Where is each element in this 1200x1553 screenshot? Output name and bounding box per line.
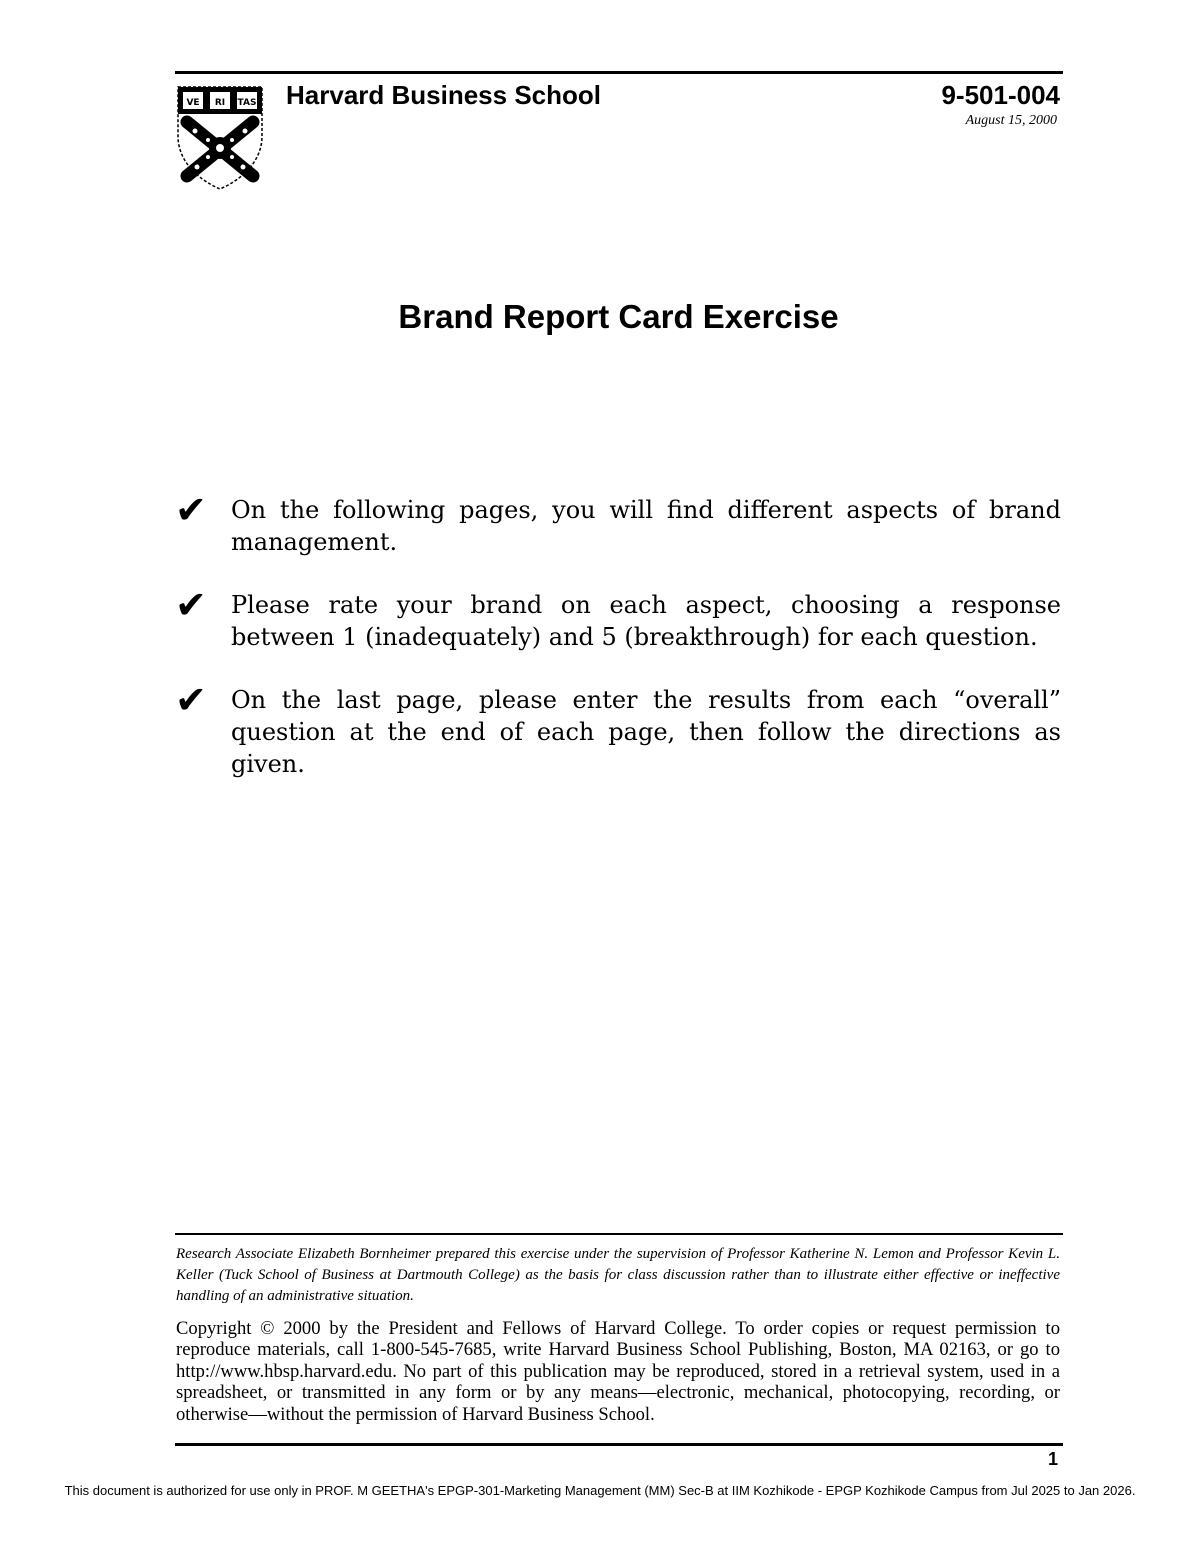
page-title: Brand Report Card Exercise [398, 298, 839, 335]
checkmark-icon: ✔ [175, 583, 207, 627]
authorization-notice: This document is authorized for use only in PROF. M GEETHA's EPGP-301-Marketing Management (MM) Sec-B at IIM Kozhikode - EPGP Kozhikode Campus from Jul 2025 to Jan 2026. [64, 1483, 1136, 1498]
instruction-item [175, 488, 1061, 558]
footer-rule-top [175, 1233, 1063, 1235]
svg-text:TAS: TAS [237, 98, 257, 108]
instruction-text: On the last page, please enter the results from each “overall” question at the end of each page, then follow the directions as given. [231, 686, 1061, 778]
document-date: August 15, 2000 [965, 113, 1057, 128]
instruction-item [175, 583, 1061, 653]
instruction-text: Please rate your brand on each aspect, choosing a response between 1 (inadequately) and 5 (breakthrough) for each question. [231, 591, 1061, 651]
harvard-shield-icon [175, 84, 265, 192]
copyright-notice: Copyright © 2000 by the President and Fellows of Harvard College. To order copies or request permission to reproduce materials, call 1-800-545-7685, write Harvard Business School Publishing, Boston, MA 02163, or go to http://www.hbsp.harvard.edu. No part of this publication may be reproduced, stored in a retrieval system, used in a spreadsheet, or transmitted in any form or by any means—electronic, mechanical, photocopying, recording, or otherwise—without the permission of Harvard Business School. [176, 1318, 1060, 1425]
instruction-text: On the following pages, you will find different aspects of brand management. [231, 496, 1061, 556]
checkmark-icon: ✔ [175, 678, 207, 722]
page-number: 1 [1047, 1449, 1058, 1469]
checkmark-icon: ✔ [175, 488, 207, 532]
footer-rule-bottom [175, 1443, 1063, 1446]
svg-text:RI: RI [214, 98, 226, 108]
header-rule [175, 71, 1063, 74]
svg-text:VE: VE [186, 98, 200, 108]
document-number: 9-501-004 [941, 80, 1060, 110]
school-name: Harvard Business School [286, 80, 601, 110]
authorship-note: Research Associate Elizabeth Bornheimer prepared this exercise under the supervision of Professor Katherine N. Lemon and Professor Kevin L. Keller (Tuck School of Business at Dartmouth College) as the basis for class discussion rather than to illustrate either effective or ineffective handling of an administrative situation. [176, 1246, 1060, 1304]
instruction-list [175, 488, 1061, 811]
instruction-item [175, 678, 1061, 780]
